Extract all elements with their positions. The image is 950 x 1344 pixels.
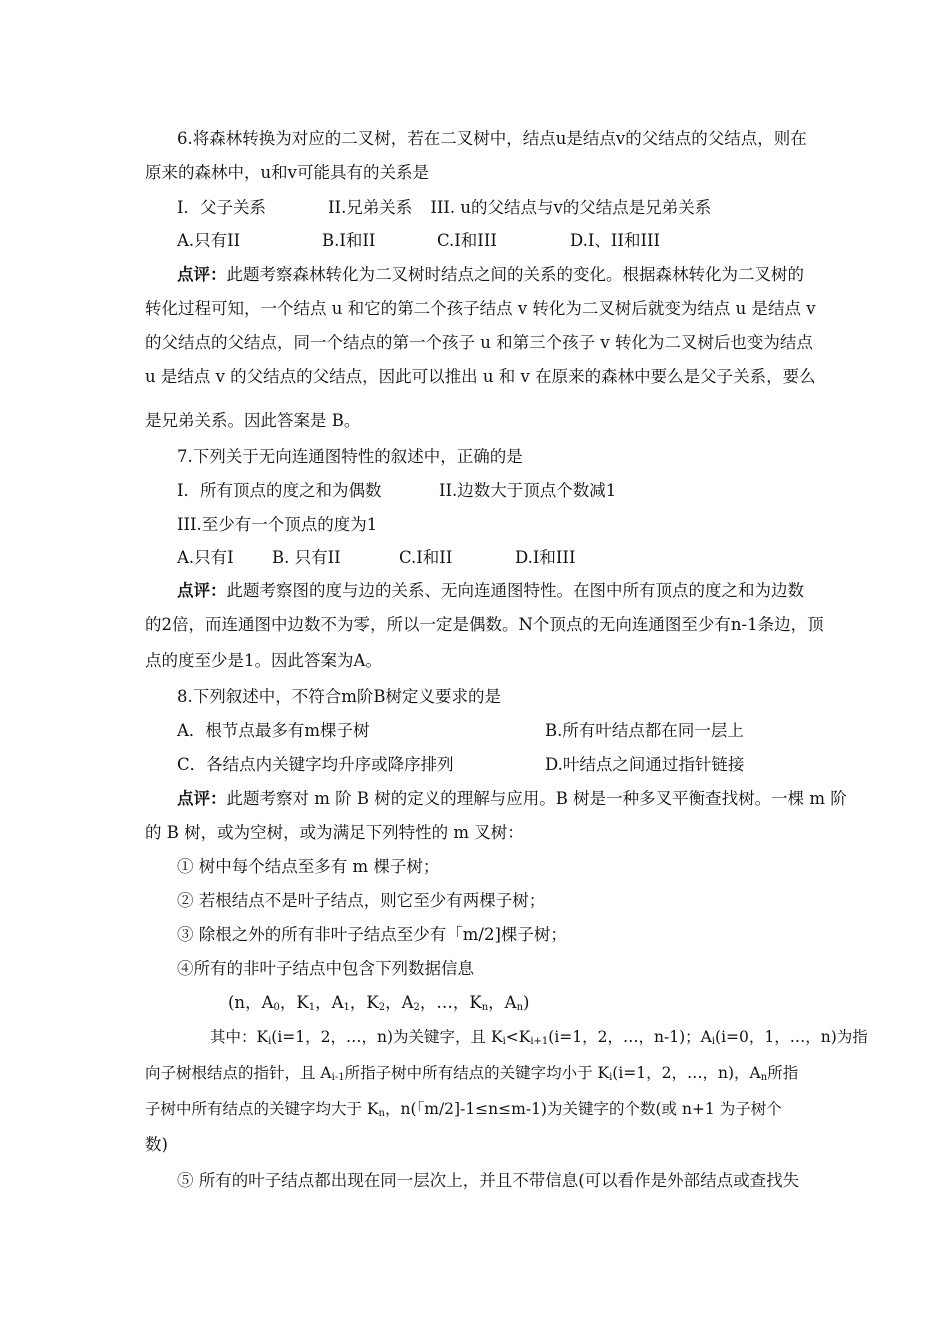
q6-choice-d: D.I、II和III xyxy=(570,231,660,250)
q6-choice-c: C.I和III xyxy=(437,231,497,250)
q8-option-b: B.所有叶结点都在同一层上 xyxy=(545,721,744,740)
q8-item-4: ④所有的非叶子结点中包含下列数据信息 xyxy=(177,959,474,978)
q6-comment-label: 点评： xyxy=(177,265,227,284)
q6-roman-options xyxy=(177,197,711,219)
q7-option-3: III.至少有一个顶点的度为1 xyxy=(177,515,378,534)
q8-option-a: A．根节点最多有m棵子树 xyxy=(177,721,370,740)
q8-option-d: D.叶结点之间通过指针链接 xyxy=(545,755,745,774)
q7-option-2: II.边数大于顶点个数减1 xyxy=(439,481,617,500)
q7-choice-c: C.I和II xyxy=(399,548,453,567)
q8-stem: 8.下列叙述中，不符合m阶B树定义要求的是 xyxy=(177,687,502,706)
q7-choice-d: D.I和III xyxy=(515,548,576,567)
q7-comment-line2: 的2倍，而连通图中边数不为零，所以一定是偶数。N个顶点的无向连通图至少有n-1条边，顶 xyxy=(145,615,824,634)
q8-where-line3: 子树中所有结点的关键字均大于 $K_n$，n(「m/2]-1≤n≤m-1)为关键字的个数(或 n+1 为子树个 xyxy=(145,1100,782,1119)
q6-stem-line2: 原来的森林中，u和v可能具有的关系是 xyxy=(145,163,429,182)
q8-option-c: C．各结点内关键字均升序或降序排列 xyxy=(177,755,454,774)
q6-roman-option-3: III. u的父结点与v的父结点是兄弟关系 xyxy=(430,198,712,217)
q7-comment-line1: 点评：此题考察图的度与边的关系、无向连通图特性。在图中所有顶点的度之和为边数 xyxy=(177,581,804,600)
q6-comment-line3: 的父结点的父结点，同一个结点的第一个孩子 u 和第三个孩子 v 转化为二叉树后也变为结点 xyxy=(145,333,813,352)
q7-stem: 7.下列关于无向连通图特性的叙述中，正确的是 xyxy=(177,447,523,466)
q8-where-line4: 数) xyxy=(145,1135,168,1154)
q8-comment-line2: 的 B 树，或为空树，或为满足下列特性的 m 叉树： xyxy=(145,823,524,842)
q6-choice-a: A.只有II xyxy=(177,231,241,250)
q8-comment-label: 点评： xyxy=(177,789,227,808)
q8-item-1: ① 树中每个结点至多有 m 棵子树； xyxy=(177,857,440,876)
q7-comment-line3: 点的度至少是1。因此答案为A。 xyxy=(145,651,382,670)
q7-choice-b: B. 只有II xyxy=(272,548,341,567)
q6-comment-line2: 转化过程可知，一个结点 u 和它的第二个孩子结点 v 转化为二叉树后就变为结点 u 是结点 v xyxy=(145,299,816,318)
q8-where-line2: 向子树根结点的指针，且 $A_{i-1}$所指子树中所有结点的关键字均小于 $K_i(i=1$，2，…，n)，$A_n$所指 xyxy=(145,1064,799,1083)
q8-item-5: ⑤ 所有的叶子结点都出现在同一层次上，并且不带信息(可以看作是外部结点或查找失 xyxy=(177,1171,800,1190)
q8-item-2: ② 若根结点不是叶子结点，则它至少有两棵子树； xyxy=(177,891,546,910)
q6-stem-line1: 6.将森林转换为对应的二叉树，若在二叉树中，结点u是结点v的父结点的父结点，则在 xyxy=(177,129,807,148)
q6-comment-line5: 是兄弟关系。因此答案是 B。 xyxy=(145,411,361,430)
q6-roman-option-2: II.兄弟关系 xyxy=(328,198,413,217)
q8-where-line1: 其中：$K_i(i=1$，2，…，n)为关键字，且 $K_i<K_{i+1}(i=1$，2，…，n-1)；$A_i(i=0$，1，…，n)为指 xyxy=(210,1028,868,1047)
q8-item-3: ③ 除根之外的所有非叶子结点至少有「m/2]棵子树； xyxy=(177,925,567,944)
q6-comment-line1: 点评：此题考察森林转化为二叉树时结点之间的关系的变化。根据森林转化为二叉树的 xyxy=(177,265,804,284)
q7-option-1: I．所有顶点的度之和为偶数 xyxy=(177,481,382,500)
q8-comment-line1: 点评：此题考察对 m 阶 B 树的定义的理解与应用。B 树是一种多叉平衡查找树。一棵 m 阶 xyxy=(177,789,847,808)
q6-comment-line4: u 是结点 v 的父结点的父结点，因此可以推出 u 和 v 在原来的森林中要么是父子关系，要么 xyxy=(145,367,816,386)
q7-comment-label: 点评： xyxy=(177,581,227,600)
q8-formula: (n，$A_0$，$K_1$，$A_1$，$K_2$，$A_2$，…，$K_n$，$A_n$) xyxy=(228,993,530,1013)
q6-choice-b: B.I和II xyxy=(322,231,376,250)
q6-roman-option-1: I．父子关系 xyxy=(177,198,267,217)
q7-choice-a: A.只有I xyxy=(177,548,234,567)
